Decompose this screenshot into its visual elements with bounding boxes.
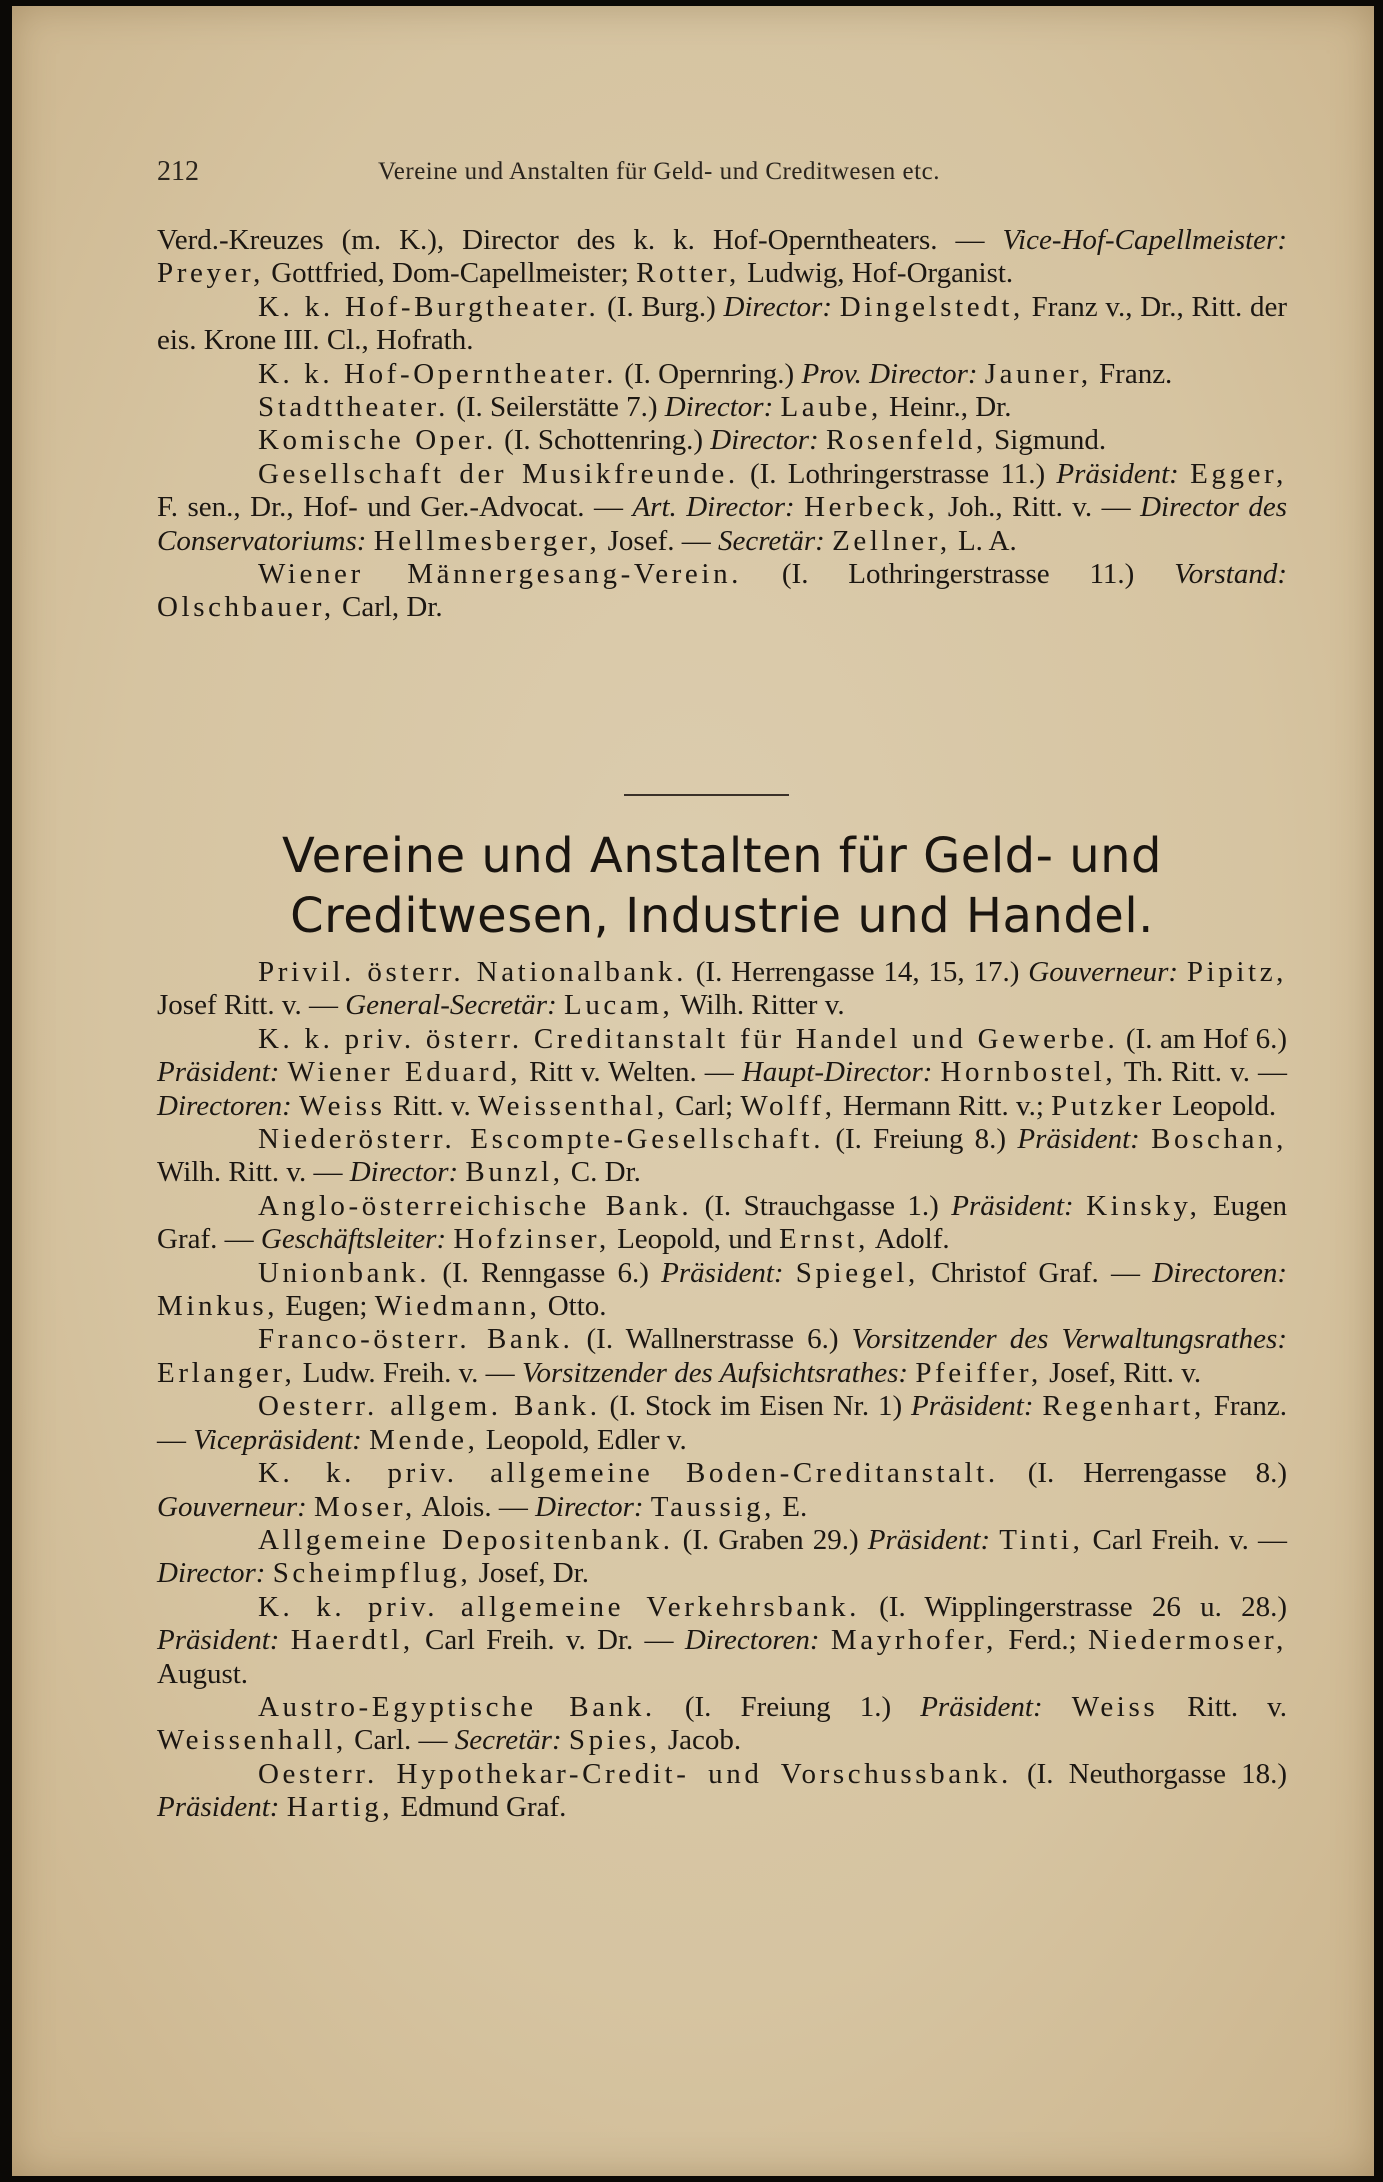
entry-escompte-gesellschaft: Niederösterr. Escompte-Gesellschaft. (I. Freiung 8.) Präsident: Boschan, Wilh. Ritt. v. — Director: Bunzl, C. Dr. [157,1123,1288,1189]
entry-oesterr-allgem-bank: Oesterr. allgem. Bank. (I. Stock im Eisen Nr. 1) Präsident: Regenhart, Franz. — Vicepräsident: Mende, Leopold, Edler v. [157,1390,1287,1456]
section-heading: Vereine und Anstalten für Geld- und Creditwesen, Industrie und Handel. [281,828,1163,944]
entry-creditanstalt: K. k. priv. österr. Creditanstalt für Handel und Gewerbe. (I. am Hof 6.) Präsident: Wiener Eduard, Ritt v. Welten. — Haupt-Director: Hornbostel, Th. Ritt. v. — Directoren: Weiss Ritt. v. Weissenthal, Carl; Wolff, Hermann Ritt. v.; Putzker Leopold. [157,1022,1288,1122]
entry-verkehrsbank: K. k. priv. allgemeine Verkehrsbank. (I. Wipplingerstrasse 26 u. 28.) Präsident: Haerdtl, Carl Freih. v. Dr. — Directoren: Mayrhofer, Ferd.; Niedermoser, August. [157,1590,1287,1690]
entry-anglo-oesterreichische-bank: Anglo-österreichische Bank. (I. Strauchgasse 1.) Präsident: Kinsky, Eugen Graf. — Geschäftsleiter: Hofzinser, Leopold, und Ernst, Adolf. [157,1189,1287,1256]
entry-komische-oper: Komische Oper. (I. Schottenring.) Director: Rosenfeld, Sigmund. [258,424,1107,457]
entry-austro-egyptische-bank: Austro-Egyptische Bank. (I. Freiung 1.) Präsident: Weiss Ritt. v. Weissenhall, Carl. — Secretär: Spies, Jacob. [157,1690,1287,1757]
bank-entries [157,956,1287,1825]
entry-boden-creditanstalt: K. k. priv. allgemeine Boden-Creditanstalt. (I. Herrengasse 8.) Gouverneur: Moser, Alois. — Director: Taussig, E. [157,1457,1287,1523]
entry-musikfreunde: Gesellschaft der Musikfreunde. (I. Lothringerstrasse 11.) Präsident: Egger, F. sen., Dr., Hof- und Ger.-Advocat. — Art. Director: Herbeck, Joh., Ritt. v. — Director des Conservatoriums: Hellmesberger, Josef. — Secretär: Zellner, L. A. [157,457,1288,557]
page-number: 212 [157,156,199,187]
book-page [12,6,1374,2176]
theatre-entries [157,224,1287,625]
entry-unionbank: Unionbank. (I. Renngasse 6.) Präsident: Spiegel, Christof Graf. — Directoren: Minkus, Eugen; Wiedmann, Otto. [157,1256,1288,1323]
entry-hypothekar-credit-bank: Oesterr. Hypothekar-Credit- und Vorschussbank. (I. Neuthorgasse 18.) Präsident: Hartig, Edmund Graf. [157,1757,1288,1824]
entry-depositenbank: Allgemeine Depositenbank. (I. Graben 29.) Präsident: Tinti, Carl Freih. v. — Director: Scheimpflug, Josef, Dr. [157,1523,1287,1590]
entry-hofoper-continued: Verd.-Kreuzes (m. K.), Director des k. k. Hof-Operntheaters. — Vice-Hof-Capellmeister: Preyer, Gottfried, Dom-Capellmeister; Rotter, Ludwig, Hof-Organist. [157,224,1287,290]
entry-franco-oesterr-bank: Franco-österr. Bank. (I. Wallnerstrasse 6.) Vorsitzender des Verwaltungsrathes: Erlanger, Ludw. Freih. v. — Vorsitzender des Aufsichtsrathes: Pfeiffer, Josef, Ritt. v. [157,1323,1287,1389]
entry-hofoperntheater: K. k. Hof-Operntheater. (I. Opernring.) Prov. Director: Jauner, Franz. [258,357,1173,390]
section-divider-rule [624,794,789,796]
entry-maennergesang-verein: Wiener Männergesang-Verein. (I. Lothringerstrasse 11.) Vorstand: Olschbauer, Carl, Dr. [157,558,1287,624]
running-title: Vereine und Anstalten für Geld- und Creditwesen etc. [378,158,940,185]
running-head [157,156,1282,192]
entry-stadttheater: Stadttheater. (I. Seilerstätte 7.) Director: Laube, Heinr., Dr. [258,391,1012,424]
entry-hofburgtheater: K. k. Hof-Burgtheater. (I. Burg.) Director: Dingelstedt, Franz v., Dr., Ritt. der eis. Krone III. Cl., Hofrath. [157,290,1287,357]
entry-nationalbank: Privil. österr. Nationalbank. (I. Herrengasse 14, 15, 17.) Gouverneur: Pipitz, Josef Ritt. v. — General-Secretär: Lucam, Wilh. Ritter v. [157,956,1288,1022]
